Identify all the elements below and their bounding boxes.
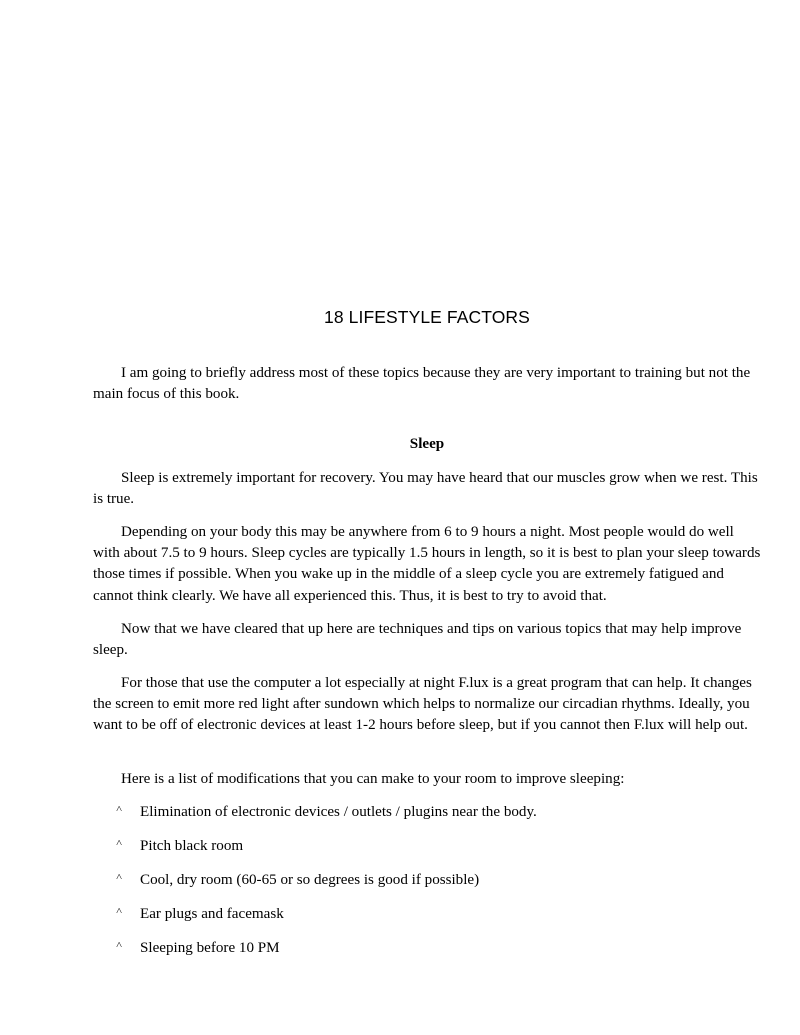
room-modifications-list <box>116 802 537 972</box>
list-item-text: Cool, dry room (60-65 or so degrees is good if possible) <box>140 872 480 888</box>
list-item <box>116 938 537 972</box>
list-item-text: Pitch black room <box>140 838 244 854</box>
section-heading-sleep: Sleep <box>409 436 445 452</box>
chapter-title: 18 LIFESTYLE FACTORS <box>324 307 530 327</box>
sleep-paragraph-3: Now that we have cleared that up here are techniques and tips on various topics that may help improve sleep. <box>93 621 742 659</box>
sleep-paragraph-2: Depending on your body this may be anywhere from 6 to 9 hours a night. Most people would do well with about 7.5 to 9 hours. Sleep cycles are typically 1.5 hours in length, so it is best to plan your sleep towards those times if possible. When you wake up in the middle of a sleep cycle you are extremely fatigued and cannot think clearly. We have all experienced this. Thus, it is best to try to avoid that. <box>93 524 761 604</box>
list-item <box>116 802 537 836</box>
sleep-paragraph-5: Here is a list of modifications that you can make to your room to improve sleeping: <box>121 771 625 787</box>
list-item <box>116 836 537 870</box>
sleep-paragraph-4: For those that use the computer a lot especially at night F.lux is a great program that can help. It changes the screen to emit more red light after sundown which helps to normalize our circadian rhythms. Ideally, you want to be off of electronic devices at least 1-2 hours before sleep, but if you cannot then F.lux will help out. <box>93 675 752 734</box>
arrowhead-bullet-icon: ˄ <box>116 837 123 849</box>
arrowhead-bullet-icon: ˄ <box>116 803 123 815</box>
intro-paragraph: I am going to briefly address most of these topics because they are very important to training but not the main focus of this book. <box>93 365 751 403</box>
list-item <box>116 870 537 904</box>
arrowhead-bullet-icon: ˄ <box>116 871 123 883</box>
sleep-paragraph-1: Sleep is extremely important for recovery. You may have heard that our muscles grow when we rest. This is true. <box>93 470 758 508</box>
arrowhead-bullet-icon: ˄ <box>116 939 123 951</box>
list-item-text: Ear plugs and facemask <box>140 906 284 922</box>
list-item <box>116 904 537 938</box>
list-item-text: Sleeping before 10 PM <box>140 940 280 956</box>
list-item-text: Elimination of electronic devices / outlets / plugins near the body. <box>140 804 537 820</box>
arrowhead-bullet-icon: ˄ <box>116 905 123 917</box>
